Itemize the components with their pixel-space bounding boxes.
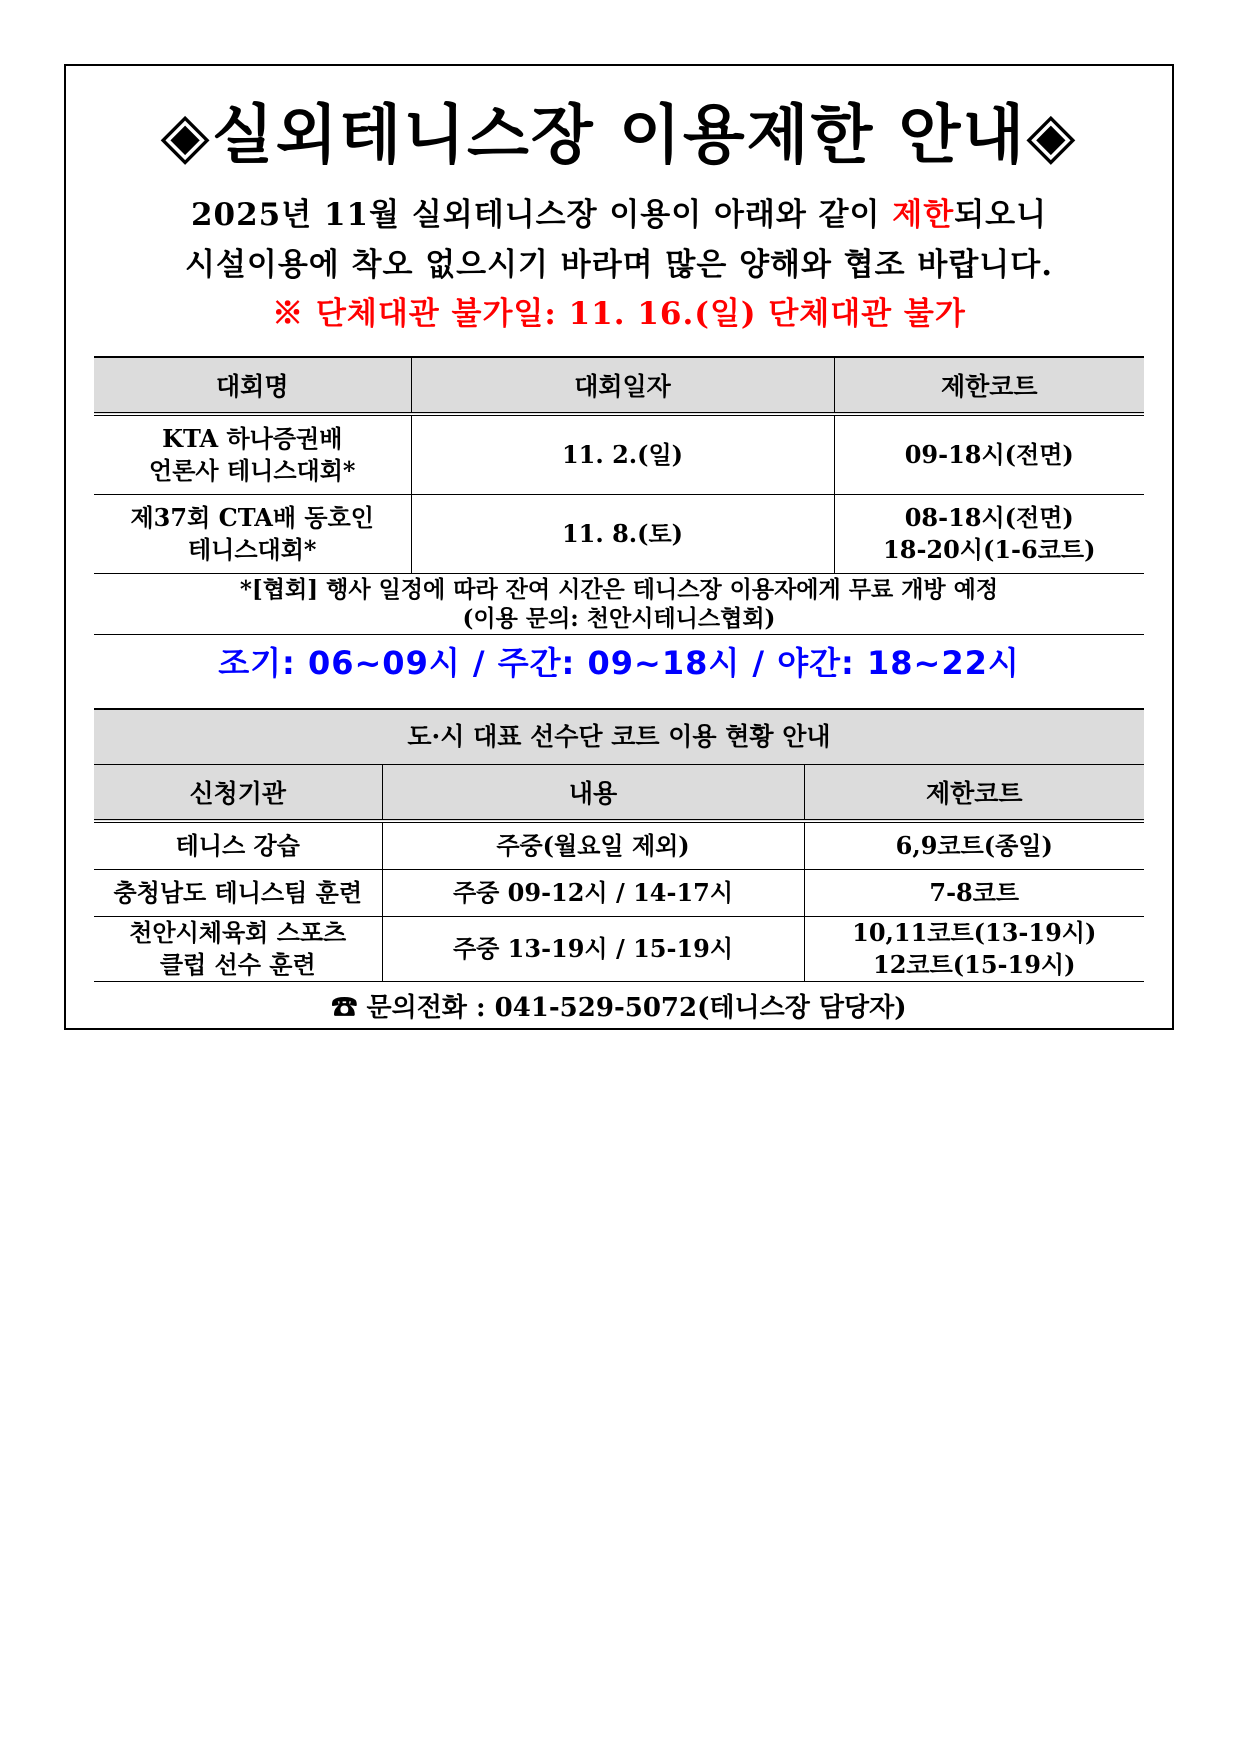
header-organization: 신청기관 [94,765,382,822]
court-line: 12코트(15-19시) [873,950,1076,979]
header-content: 내용 [382,765,804,822]
header-restricted-court: 제한코트 [834,357,1144,414]
table-row [94,870,1144,917]
team-court-table-caption-row [94,709,1144,765]
contact-phone: ☎ 문의전화 : 041-529-5072(테니스장 담당자) [331,993,907,1023]
tournament-name-line: KTA 하나증권배 [162,424,343,453]
organization-cell: 테니스 강습 [94,821,382,870]
notice-title: ◈실외테니스장 이용제한 안내◈ [160,99,1078,173]
organization-line: 클럽 선수 훈련 [159,950,316,979]
content-cell: 주중 09-12시 / 14-17시 [382,870,804,917]
tournament-name-line: 테니스대회* [188,535,317,564]
intro-line-1-after: 되오니 [954,197,1048,233]
organization-cell: 충청남도 테니스팀 훈련 [94,870,382,917]
header-tournament-name: 대회명 [94,357,411,414]
organization-line: 천안시체육회 스포츠 [129,918,347,947]
team-court-table-header [94,765,1144,822]
tournament-name-line: 언론사 테니스대회* [149,456,356,485]
notice-frame [64,64,1174,1030]
court-line: 18-20시(1-6코트) [883,535,1096,564]
tournament-date-cell: 11. 2.(일) [411,414,834,495]
operating-hours: 조기: 06~09시 / 주간: 09~18시 / 야간: 18~22시 [218,644,1020,682]
table-row [94,414,1144,495]
team-court-table [94,708,1144,982]
table-row [94,917,1144,982]
organization-cell [94,917,382,982]
note-line: *[협회] 행사 일정에 따라 잔여 시간은 테니스장 이용자에게 무료 개방 예정 [239,576,999,603]
tournament-note [94,574,1144,635]
tournament-name-cell [94,414,411,495]
court-line: 08-18시(전면) [904,503,1074,532]
header-restricted-court: 제한코트 [804,765,1144,822]
restricted-court-cell [834,414,1144,495]
group-rental-notice: ※ 단체대관 불가일: 11. 16.(일) 단체대관 불가 [272,296,966,332]
court-line: 10,11코트(13-19시) [852,918,1097,947]
restricted-court-cell [834,495,1144,574]
court-line: 09-18시(전면) [904,440,1074,469]
restricted-court-cell: 6,9코트(종일) [804,821,1144,870]
intro-restriction-word: 제한 [892,197,955,233]
restricted-court-cell: 7-8코트 [804,870,1144,917]
tournament-name-cell [94,495,411,574]
tournament-table [94,356,1144,635]
restricted-court-cell [804,917,1144,982]
tournament-table-header [94,357,1144,414]
note-line: (이용 문의: 천안시테니스협회) [462,605,776,632]
header-tournament-date: 대회일자 [411,357,834,414]
content-cell: 주중(월요일 제외) [382,821,804,870]
tournament-name-line: 제37회 CTA배 동호인 [130,503,374,532]
table-row [94,821,1144,870]
intro-line-1 [66,191,1172,239]
table-row [94,495,1144,574]
team-court-table-caption: 도·시 대표 선수단 코트 이용 현황 안내 [94,709,1144,765]
content-cell: 주중 13-19시 / 15-19시 [382,917,804,982]
intro-line-1-before: 2025년 11월 실외테니스장 이용이 아래와 같이 [190,197,893,233]
tournament-date-cell: 11. 8.(토) [411,495,834,574]
intro-line-2: 시설이용에 착오 없으시기 바라며 많은 양해와 협조 바랍니다. [185,247,1053,283]
tournament-note-row [94,574,1144,635]
